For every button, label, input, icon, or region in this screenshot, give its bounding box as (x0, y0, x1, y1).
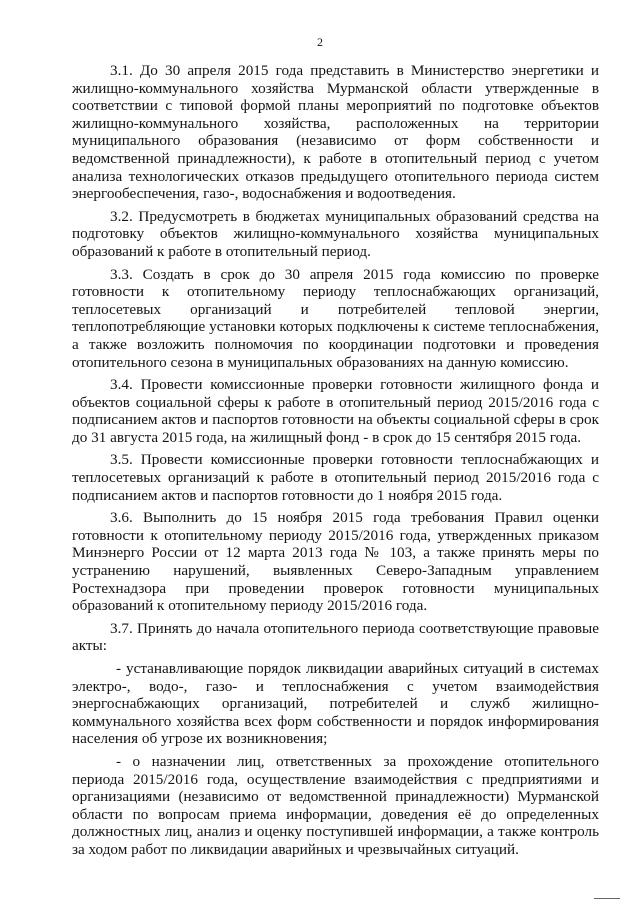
paragraph-3-4: 3.4. Провести комиссионные проверки готовности жилищного фонда и объектов социальной сферы к работе в отопительный период 2015/2016 года с подписанием актов и паспортов готовности на объекты социальной сферы в срок до 31 августа 2015 года, на жилищный фонд - в срок до 15 сентября 2015 года. (72, 376, 599, 446)
paragraph-3-3: 3.3. Создать в срок до 30 апреля 2015 года комиссию по проверке готовности к отопительному периоду теплоснабжающих организаций, теплосетевых организаций и потребителей тепловой энергии, теплопотребляющие установки которых подключены к системе теплоснабжения, а также возложить полномочия по координации подготовки и проведения отопительного сезона в муниципальных образованиях на данную комиссию. (72, 265, 599, 371)
scan-edge-mark (594, 898, 620, 899)
paragraph-3-1: 3.1. До 30 апреля 2015 года представить в Министерство энергетики и жилищно-коммунального хозяйства Мурманской области утвержденные в соответствии с типовой формой планы мероприятий по подготовке объектов жилищно-коммунального хозяйства, расположенных на территории муниципального образования (независимо от форм собственности и ведомственной принадлежности), к работе в отопительный период с учетом анализа технологических отказов предыдущего отопительного периода систем энергообеспечения, газо-, водоснабжения и водоотведения. (72, 62, 599, 203)
document-body (72, 62, 599, 859)
paragraph-3-5: 3.5. Провести комиссионные проверки готовности теплоснабжающих и теплосетевых организаций к работе в отопительный период 2015/2016 года с подписанием актов и паспортов готовности до 1 ноября 2015 года. (72, 451, 599, 504)
page-number: 2 (317, 35, 323, 49)
paragraph-3-2: 3.2. Предусмотреть в бюджетах муниципальных образований средства на подготовку объектов жилищно-коммунального хозяйства муниципальных образований к работе в отопительный период. (72, 207, 599, 260)
subitem-responsible-persons: - о назначении лиц, ответственных за прохождение отопительного периода 2015/2016 года, осуществление взаимодействия с предприятиями и организациями (независимо от ведомственной принадлежности) Мурманской области по вопросам приема информации, доведения её до определенных должностных лиц, анализ и оценку поступившей информации, а также контроль за ходом работ по ликвидации аварийных и чрезвычайных ситуаций. (72, 752, 599, 858)
paragraph-3-6: 3.6. Выполнить до 15 ноября 2015 года требования Правил оценки готовности к отопительному периоду 2015/2016 года, утвержденных приказом Минэнерго России от 12 марта 2013 года № 103, а также принять меры по устранению нарушений, выявленных Северо-Западным управлением Ростехнадзора при проведении проверок готовности муниципальных образований к отопительному периоду 2015/2016 года. (72, 509, 599, 615)
paragraph-3-7: 3.7. Принять до начала отопительного периода соответствующие правовые акты: (72, 619, 599, 655)
subitem-emergency-procedure: - устанавливающие порядок ликвидации аварийных ситуаций в системах электро-, водо-, газо- и теплоснабжения с учетом взаимодействия энергоснабжающих организаций, потребителей и служб жилищно-коммунального хозяйства всех форм собственности и порядок информирования населения об угрозе их возникновения; (72, 660, 599, 748)
